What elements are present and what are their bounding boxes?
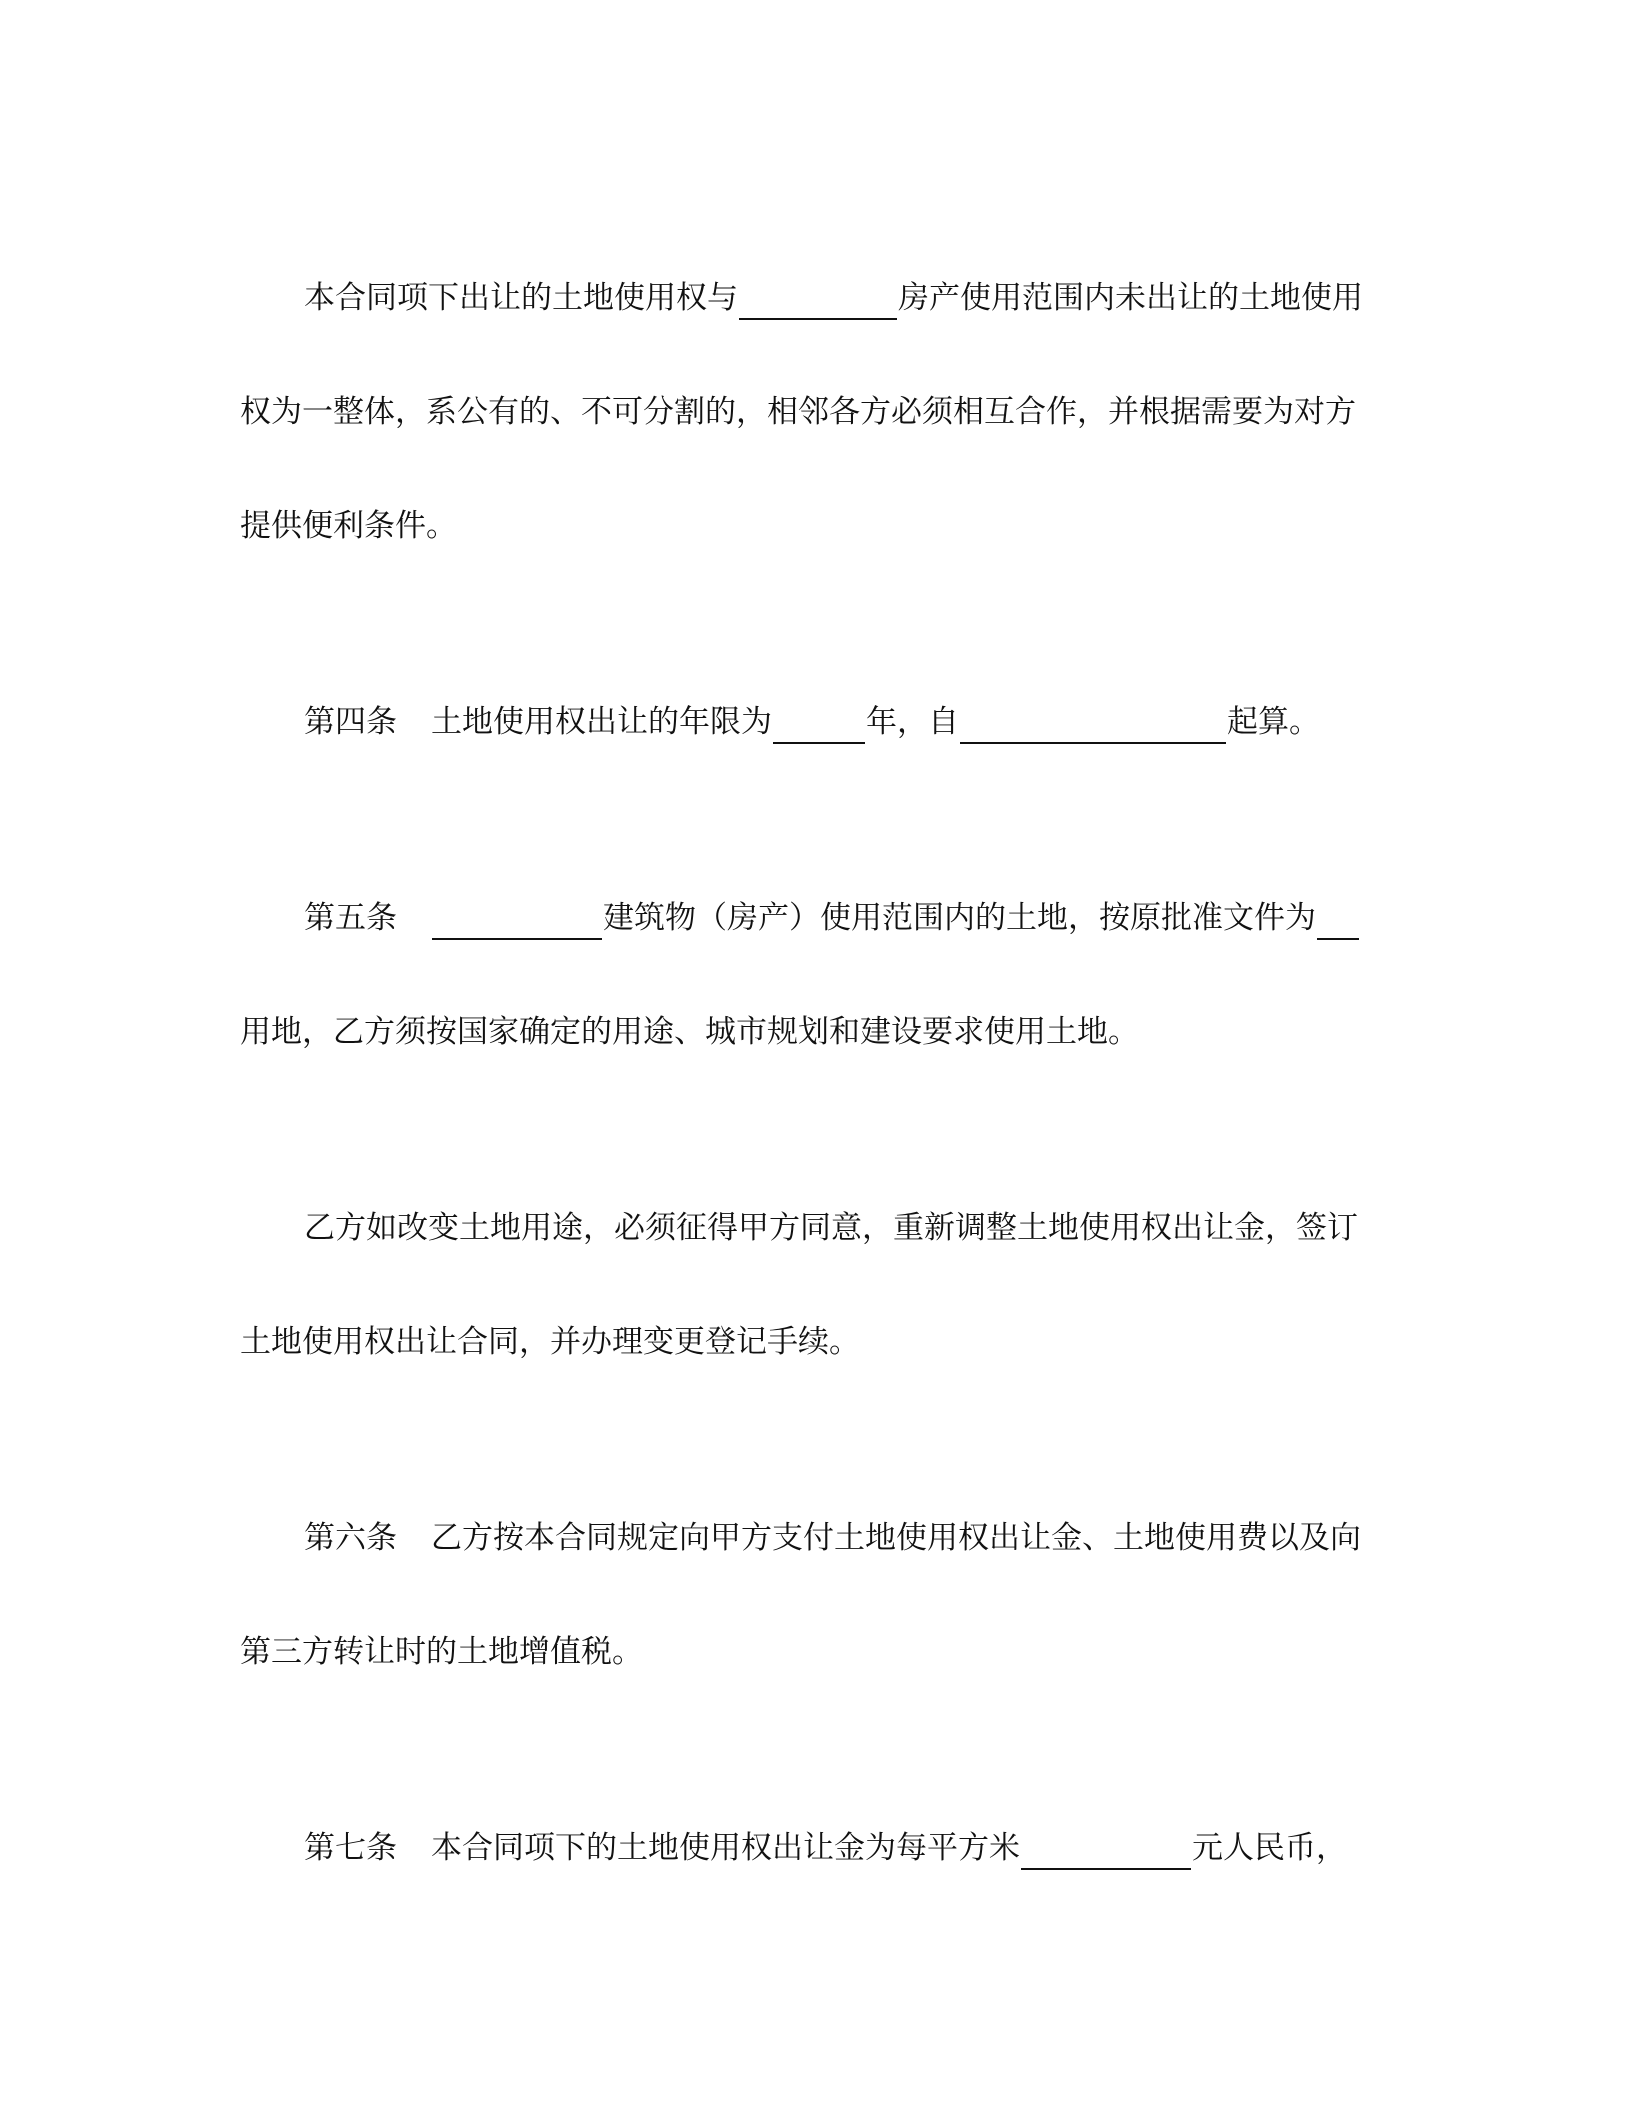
article-6-label: 第六条 <box>304 1520 397 1556</box>
paragraph-1-line-1 <box>240 276 1380 320</box>
paragraph-1-text-b: 房产使用范围内未出让的土地使用 <box>898 280 1363 316</box>
article-4-text-1: 土地使用权出让的年限为 <box>431 704 772 740</box>
blank-term-years[interactable] <box>773 712 865 744</box>
change-use-text-1: 乙方如改变土地用途，必须征得甲方同意，重新调整土地使用权出让金，签订 <box>304 1210 1358 1246</box>
article-4-label: 第四条 <box>304 704 397 740</box>
blank-land-use[interactable] <box>1317 908 1359 940</box>
blank-start-date[interactable] <box>960 712 1226 744</box>
article-5-line-2: 用地，乙方须按国家确定的用途、城市规划和建设要求使用土地。 <box>240 1014 1139 1050</box>
paragraph-1-text-a: 本合同项下出让的土地使用权与 <box>304 280 738 316</box>
article-5-text-1: 建筑物（房产）使用范围内的土地，按原批准文件为 <box>603 900 1316 936</box>
article-4-text-3: 起算。 <box>1227 704 1320 740</box>
article-6-line-2: 第三方转让时的土地增值税。 <box>240 1634 643 1670</box>
article-7-label: 第七条 <box>304 1830 397 1866</box>
article-5-line-1 <box>240 896 1380 940</box>
article-7-text-1: 本合同项下的土地使用权出让金为每平方米 <box>431 1830 1020 1866</box>
article-6-text-1: 乙方按本合同规定向甲方支付土地使用权出让金、土地使用费以及向 <box>431 1520 1361 1556</box>
blank-property-name[interactable] <box>739 288 897 320</box>
blank-building-name[interactable] <box>432 908 602 940</box>
article-6-line-1 <box>240 1516 1380 1560</box>
change-use-line-1 <box>240 1206 1380 1250</box>
paragraph-1-line-2: 权为一整体，系公有的、不可分割的，相邻各方必须相互合作，并根据需要为对方 <box>240 394 1356 430</box>
blank-price-per-sqm[interactable] <box>1021 1838 1191 1870</box>
change-use-line-2: 土地使用权出让合同，并办理变更登记手续。 <box>240 1324 860 1360</box>
article-5-label: 第五条 <box>304 900 397 936</box>
article-4-text-2: 年，自 <box>866 704 959 740</box>
article-7-text-2: 元人民币， <box>1192 1830 1347 1866</box>
article-4-line <box>240 700 1380 744</box>
article-7-line-1 <box>240 1826 1380 1870</box>
paragraph-1-line-3: 提供便利条件。 <box>240 508 457 544</box>
